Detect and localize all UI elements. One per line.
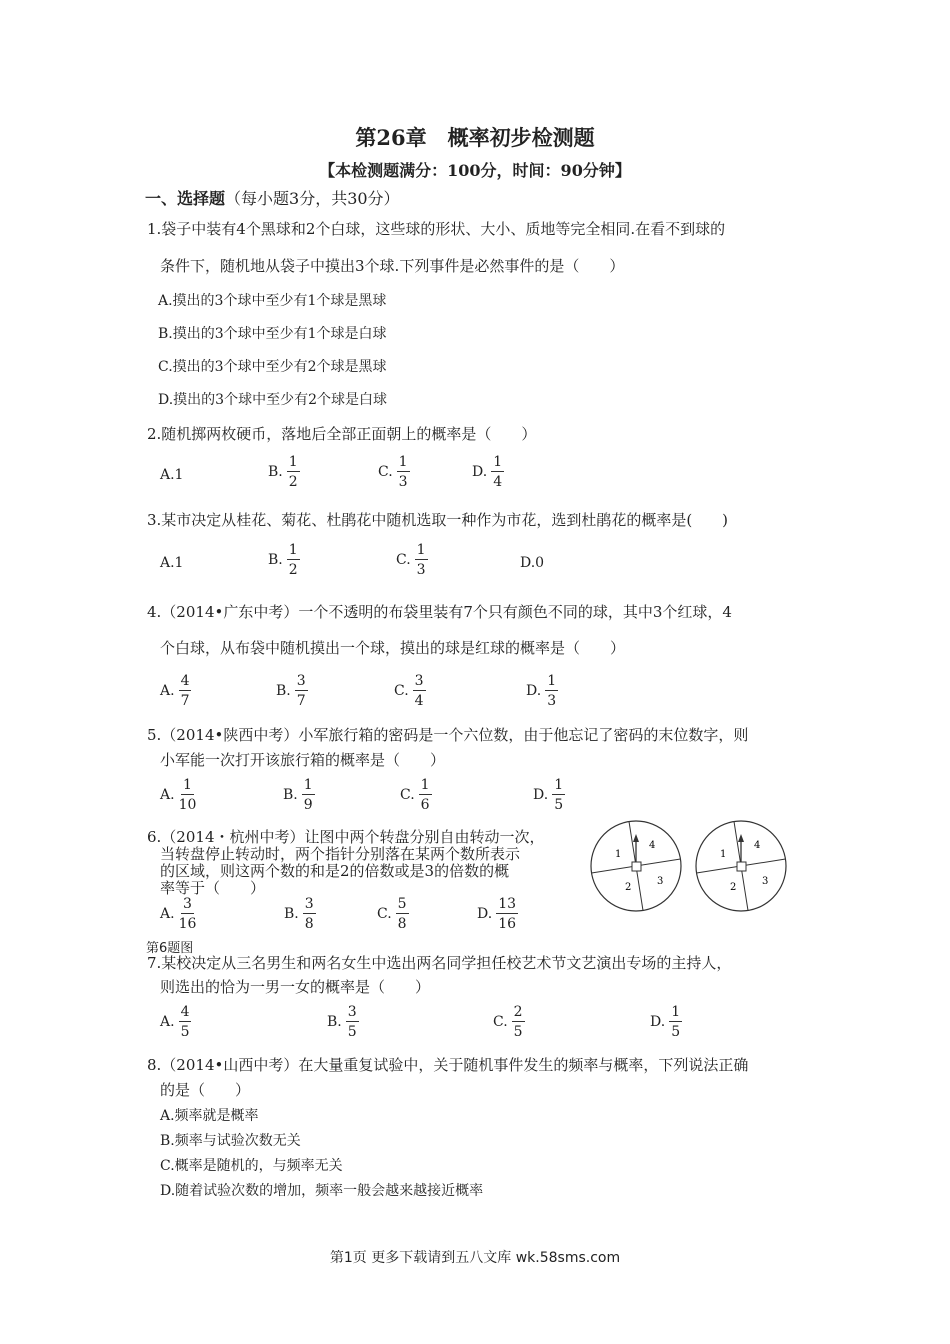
q1-option-c: C.摸出的3个球中至少有2个球是黑球 <box>158 359 387 375</box>
q3-option-c: C. $\frac{1}{3}$ <box>396 542 426 578</box>
q7-option-d: D. $\frac{1}{5}$ <box>650 1004 681 1040</box>
q6-line4: 率等于（ ） <box>160 879 266 897</box>
q4-option-a: A. $\frac{4}{7}$ <box>160 673 190 709</box>
q4-line2: 个白球，从布袋中随机摸出一个球，摸出的球是红球的概率是（ ） <box>160 639 626 657</box>
q1-option-d: D.摸出的3个球中至少有2个球是白球 <box>158 392 387 408</box>
q1-option-a: A.摸出的3个球中至少有1个球是黑球 <box>158 293 387 309</box>
spinner-right-label-2: 2 <box>730 882 737 893</box>
q8-option-c: C.概率是随机的，与频率无关 <box>160 1158 343 1174</box>
q8-option-a: A.频率就是概率 <box>160 1108 259 1124</box>
page-title: 第26章 概率初步检测题 <box>355 125 595 150</box>
q3-option-b: B. $\frac{1}{2}$ <box>268 542 298 578</box>
q7-line1: 7.某校决定从三名男生和两名女生中选出两名同学担任校艺术节文艺演出专场的主持人， <box>147 954 732 972</box>
q6-figure-caption: 第6题图 <box>146 941 194 956</box>
q6-option-b: B. $\frac{3}{8}$ <box>284 896 314 932</box>
spinner-left-label-1: 1 <box>615 849 622 860</box>
spinner-left-label-4: 4 <box>649 840 656 851</box>
q1-option-b: B.摸出的3个球中至少有1个球是白球 <box>158 326 387 342</box>
q8-line2: 的是（ ） <box>160 1081 251 1099</box>
exam-info: 【本检测题满分：100分，时间：90分钟】 <box>319 161 631 180</box>
q4-option-d: D. $\frac{1}{3}$ <box>526 673 557 709</box>
q6-option-c: C. $\frac{5}{8}$ <box>377 896 407 932</box>
spinner-right-label-1: 1 <box>720 849 727 860</box>
q2-option-c: C. $\frac{1}{3}$ <box>378 454 408 490</box>
q1-line2: 条件下，随机地从袋子中摸出3个球.下列事件是必然事件的是（ ） <box>160 257 625 275</box>
q4-option-c: C. $\frac{3}{4}$ <box>394 673 424 709</box>
q6-option-d: D. $\frac{13}{16}$ <box>477 896 517 932</box>
q3-option-a: A.1 <box>160 555 184 571</box>
q1-line1: 1.袋子中装有4个黑球和2个白球，这些球的形状、大小、质地等完全相同.在看不到球的 <box>147 220 726 238</box>
q7-option-b: B. $\frac{3}{5}$ <box>327 1004 357 1040</box>
page-footer: 第1页 更多下载请到五八文库 wk.58sms.com <box>329 1250 621 1266</box>
q2-option-a: A.1 <box>160 467 184 483</box>
q5-option-c: C. $\frac{1}{6}$ <box>400 777 430 813</box>
q2-option-b: B. $\frac{1}{2}$ <box>268 454 298 490</box>
section-title: 一、选择题 <box>145 189 226 208</box>
q6-option-a: A. $\frac{3}{16}$ <box>160 896 197 932</box>
q6-line2: 当转盘停止转动时，两个指针分别落在某两个数所表示 <box>160 845 521 863</box>
spinner-left-label-3: 3 <box>657 876 664 887</box>
spinner-right-label-4: 4 <box>754 840 761 851</box>
section-note: （每小题3分，共30分） <box>225 189 400 208</box>
q2-option-d: D. $\frac{1}{4}$ <box>472 454 503 490</box>
q4-line1: 4.（2014•广东中考）一个不透明的布袋里装有7个只有颜色不同的球，其中3个红球，4 <box>147 603 732 621</box>
q5-line1: 5.（2014•陕西中考）小军旅行箱的密码是一个六位数，由于他忘记了密码的末位数字，则 <box>147 726 749 744</box>
q6-line1: 6.（2014・杭州中考）让图中两个转盘分别自由转动一次， <box>147 828 545 846</box>
section-heading <box>145 186 400 209</box>
q8-line1: 8.（2014•山西中考）在大量重复试验中，关于随机事件发生的频率与概率，下列说法正确 <box>147 1056 749 1074</box>
q2-text: 2.随机掷两枚硬币，落地后全部正面朝上的概率是（ ） <box>147 425 537 443</box>
q3-option-d: D.0 <box>520 555 545 571</box>
q5-option-d: D. $\frac{1}{5}$ <box>533 777 564 813</box>
spinner-left-label-2: 2 <box>625 882 632 893</box>
spinner-left <box>591 821 681 911</box>
q7-line2: 则选出的恰为一男一女的概率是（ ） <box>160 978 431 996</box>
spinner-right <box>696 821 786 911</box>
spinner-right-label-3: 3 <box>762 876 769 887</box>
q6-line3: 的区域，则这两个数的和是2的倍数或是3的倍数的概 <box>160 862 510 880</box>
q5-option-a: A. $\frac{1}{10}$ <box>160 777 197 813</box>
q8-option-b: B.频率与试验次数无关 <box>160 1133 301 1149</box>
q4-option-b: B. $\frac{3}{7}$ <box>276 673 306 709</box>
q7-option-c: C. $\frac{2}{5}$ <box>493 1004 523 1040</box>
spinner-figure <box>588 818 798 918</box>
q3-text: 3.某市决定从桂花、菊花、杜鹃花中随机选取一种作为市花，选到杜鹃花的概率是( ) <box>147 511 729 529</box>
q7-option-a: A. $\frac{4}{5}$ <box>160 1004 190 1040</box>
q5-option-b: B. $\frac{1}{9}$ <box>283 777 313 813</box>
q8-option-d: D.随着试验次数的增加，频率一般会越来越接近概率 <box>160 1183 484 1199</box>
q5-line2: 小军能一次打开该旅行箱的概率是（ ） <box>160 751 446 769</box>
